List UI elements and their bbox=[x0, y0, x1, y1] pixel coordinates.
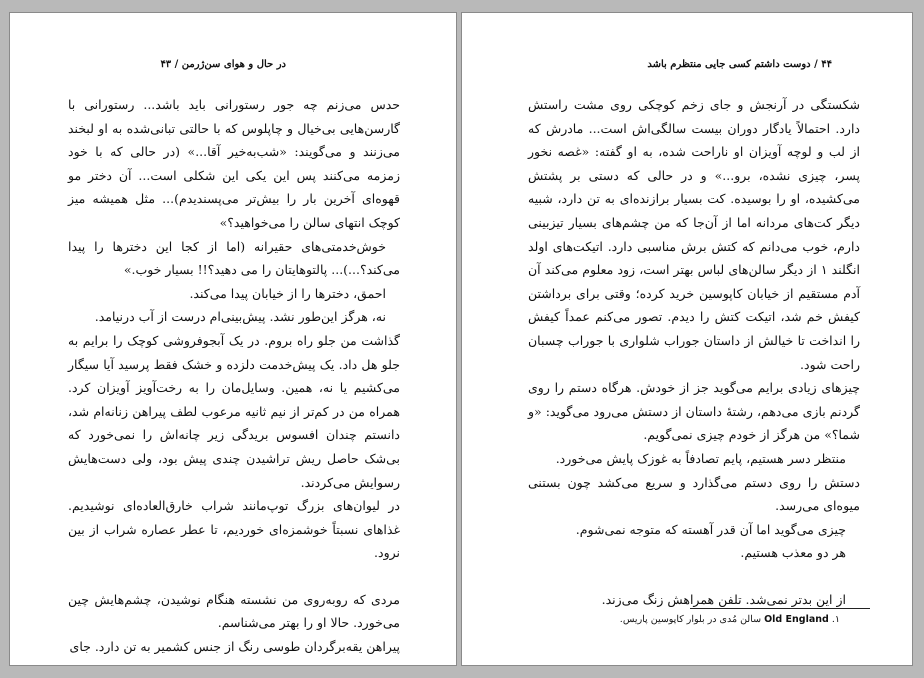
body-text bbox=[68, 93, 400, 659]
left-page bbox=[9, 12, 457, 666]
paragraph: هر دو معذب هستیم. bbox=[740, 545, 846, 561]
footnote bbox=[620, 614, 840, 625]
running-head: در حال و هوای سن‌ژرمن / ۴۳ bbox=[160, 59, 286, 70]
paragraph: منتظر دسر هستیم، پایم تصادفاً به غوزک پایش می‌خورد. bbox=[555, 450, 846, 466]
paragraph: خوش‌خدمتی‌های حقیرانه (اما از کجا این دخترها را پیدا می‌کند؟...)... پالتوهایتان را می دهید؟!! بسیار خوب.» bbox=[68, 238, 400, 278]
right-page bbox=[461, 12, 913, 666]
paragraph: چیزی می‌گوید اما آن قدر آهسته که متوجه نمی‌شوم. bbox=[575, 521, 846, 537]
paragraph: دستش را روی دستم می‌گذارد و سریع می‌کشد چون بستنی میوه‌ای می‌رسد. bbox=[528, 474, 860, 514]
footnote-number: ۱. bbox=[831, 614, 840, 625]
section-gap bbox=[68, 565, 400, 588]
body-text bbox=[528, 93, 860, 611]
paragraph: مردی که روبه‌روی من نشسته هنگام نوشیدن، چشم‌هایش چین می‌خورد. حالا او را بهتر می‌شناسم. bbox=[68, 591, 400, 631]
footnote-english: Old England bbox=[764, 614, 829, 625]
paragraph: چیزهای زیادی برایم می‌گوید جز از خودش. هرگاه دستم را روی گردنم بازی می‌دهم، رشتهٔ داستان از دستش می‌رود می‌گوید: «و شما؟» من هرگز از خودم چیزی نمی‌گویم. bbox=[528, 380, 860, 443]
running-head: ۴۴ / دوست داشتم کسی جایی منتظرم باشد bbox=[647, 59, 832, 70]
paragraph: نه، هرگز این‌طور نشد. پیش‌بینی‌ام درست از آب درنیامد. bbox=[94, 309, 386, 325]
paragraph: در لیوان‌های بزرگ توپ‌مانند شراب خارق‌العاده‌ای نوشیدیم. غذاهای نسبتاً خوشمزه‌ای خوردیم، تا عطر عصاره شراب از بین نرود. bbox=[68, 498, 400, 561]
footnote-text: سالن مُدی در بلوار کاپوسین پاریس. bbox=[619, 614, 762, 625]
paragraph: گذاشت من جلو راه بروم. در یک آبجوفروشی کوچک را برایم به جلو هل داد. یک پیش‌خدمت دلزده و خشک فقط پرسید آیا سیگار می‌کشیم یا نه، همین. وسایل‌مان را به رخت‌آویز آویزان کرد. همراه من در کم‌تر از نیم ثانیه مرعوب لطف پیراهن زنانه‌ام شد، دانستم چندان افسوس بریدگی زیر چانه‌اش را نمی‌خورد که بی‌شک حاصل ریش تراشیدن چندی پیش بود، ولی دست‌هایش رسوایش می‌کردند. bbox=[68, 332, 400, 490]
paragraph: شکستگی در آرنجش و جای زخم کوچکی روی مشت راستش دارد. احتمالاً یادگار دوران بیست سالگی‌اش است... مادرش که از لب و لوچه آویزان او ناراحت شده، به او گفته: «غصه نخور پسر، چیزی نشده، برو...» و در حالی که دستی بر پشتش می‌کشیده، او را بوسیده. کت بسیار برازنده‌ای به تن دارد، شبیه دیگر کت‌های مردانه اما از آن‌جا که من چشم‌های بسیار تیزبینی دارم، خوب می‌دانم که کتش برش مناسبی دارد. اتیکت‌های اولد انگلند ۱ از دیگر سالن‌های لباس بهتر است، زود معلوم می‌کند آن آدم مستقیم از خیابان کاپوسین خرید کرده؛ وقتی برای برداشتن کیفش خم شد، اتیکت کتش را دیدم. تصور می‌کنم عمداً کیفش را انداخت تا خیالش از داستان جوراب شلواری با جوراب چسبان راحت شود. bbox=[528, 97, 860, 372]
footnote-rule bbox=[690, 608, 870, 609]
paragraph: احمق، دخترها را از خیابان پیدا می‌کند. bbox=[189, 285, 386, 301]
paragraph: حدس می‌زنم چه جور رستورانی باید باشد... رستورانی با گارسن‌هایی بی‌خیال و چاپلوس که با حالتی تبانی‌شده به او لبخند می‌زنند و می‌گویند: «شب‌به‌خیر آقا...» (در حالی که با خود زمزمه می‌کنند پس این یکی این شکلی است... آن دختر مو قهوه‌ای آخرین بار را بیش‌تر می‌پسندیدم)... مثل همیشه میز کوچک انتهای سالن را می‌خواهید؟» bbox=[68, 97, 400, 230]
section-gap bbox=[528, 565, 860, 588]
paragraph: پیراهن یقه‌برگردان طوسی رنگ از جنس کشمیر به تن دارد. جای bbox=[69, 639, 400, 655]
paragraph: از این بدتر نمی‌شد. تلفن همراهش زنگ می‌زند. bbox=[601, 591, 846, 607]
